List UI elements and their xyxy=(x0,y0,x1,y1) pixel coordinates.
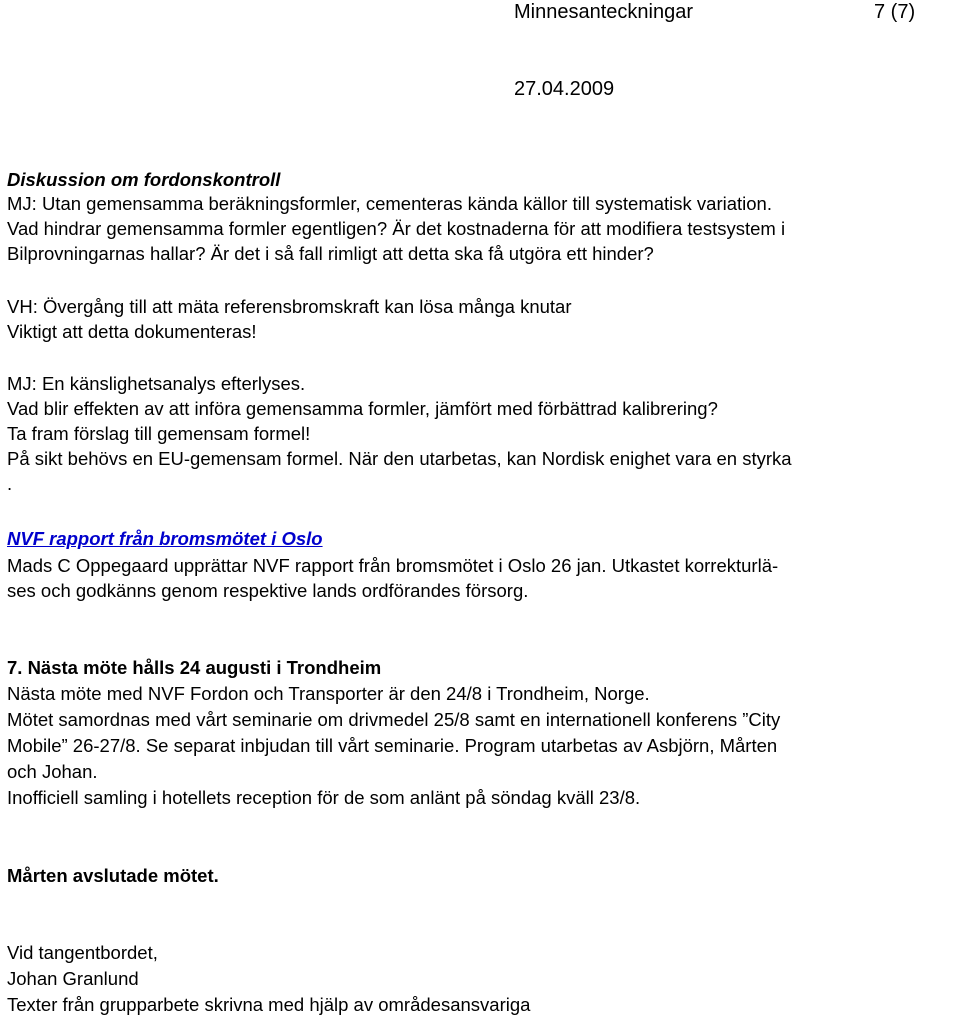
paragraph-line: Vad blir effekten av att införa gemensamma formler, jämfört med förbättrad kalibrering? xyxy=(7,398,718,419)
document-date: 27.04.2009 xyxy=(514,78,615,100)
paragraph-line: Viktigt att detta dokumenteras! xyxy=(7,321,257,342)
paragraph-line: och Johan. xyxy=(7,761,98,782)
section-heading-nvf: NVF rapport från bromsmötet i Oslo xyxy=(7,528,323,549)
paragraph-line: ses och godkänns genom respektive lands ordförandes försorg. xyxy=(7,580,529,601)
section-heading-fordonskontroll: Diskussion om fordonskontroll xyxy=(7,169,281,190)
paragraph-line: På sikt behövs en EU-gemensam formel. När den utarbetas, kan Nordisk enighet vara en styrka xyxy=(7,448,792,469)
paragraph-line: VH: Övergång till att mäta referensbromskraft kan lösa många knutar xyxy=(7,296,572,317)
paragraph-line: MJ: En känslighetsanalys efterlyses. xyxy=(7,373,306,394)
paragraph-line: Mads C Oppegaard upprättar NVF rapport från bromsmötet i Oslo 26 jan. Utkastet korrekturlä- xyxy=(7,555,779,576)
paragraph-line: Nästa möte med NVF Fordon och Transporter är den 24/8 i Trondheim, Norge. xyxy=(7,683,650,704)
section-heading-7: 7. Nästa möte hålls 24 augusti i Trondheim xyxy=(7,657,382,678)
document-title: Minnesanteckningar xyxy=(514,1,693,23)
paragraph-line: Ta fram förslag till gemensam formel! xyxy=(7,423,311,444)
paragraph-line: Inofficiell samling i hotellets reception för de som anlänt på söndag kväll 23/8. xyxy=(7,787,641,808)
closing-statement: Mårten avslutade mötet. xyxy=(7,865,219,886)
signature-note: Texter från grupparbete skrivna med hjälp av områdesansvariga xyxy=(7,994,531,1015)
paragraph-line: . xyxy=(7,473,13,494)
page-number: 7 (7) xyxy=(874,1,916,23)
paragraph-line: Bilprovningarnas hallar? Är det i så fall rimligt att detta ska få utgöra ett hinder? xyxy=(7,243,654,264)
paragraph-line: Vad hindrar gemensamma formler egentligen? Är det kostnaderna för att modifiera testsystem i xyxy=(7,218,786,239)
paragraph-line: Mobile” 26-27/8. Se separat inbjudan till vårt seminarie. Program utarbetas av Asbjörn, Mårten xyxy=(7,735,778,756)
paragraph-line: Mötet samordnas med vårt seminarie om drivmedel 25/8 samt en internationell konferens ”City xyxy=(7,709,781,730)
paragraph-line: MJ: Utan gemensamma beräkningsformler, cementeras kända källor till systematisk variation. xyxy=(7,193,772,214)
signature-line: Vid tangentbordet, xyxy=(7,942,158,963)
signature-name: Johan Granlund xyxy=(7,968,139,989)
